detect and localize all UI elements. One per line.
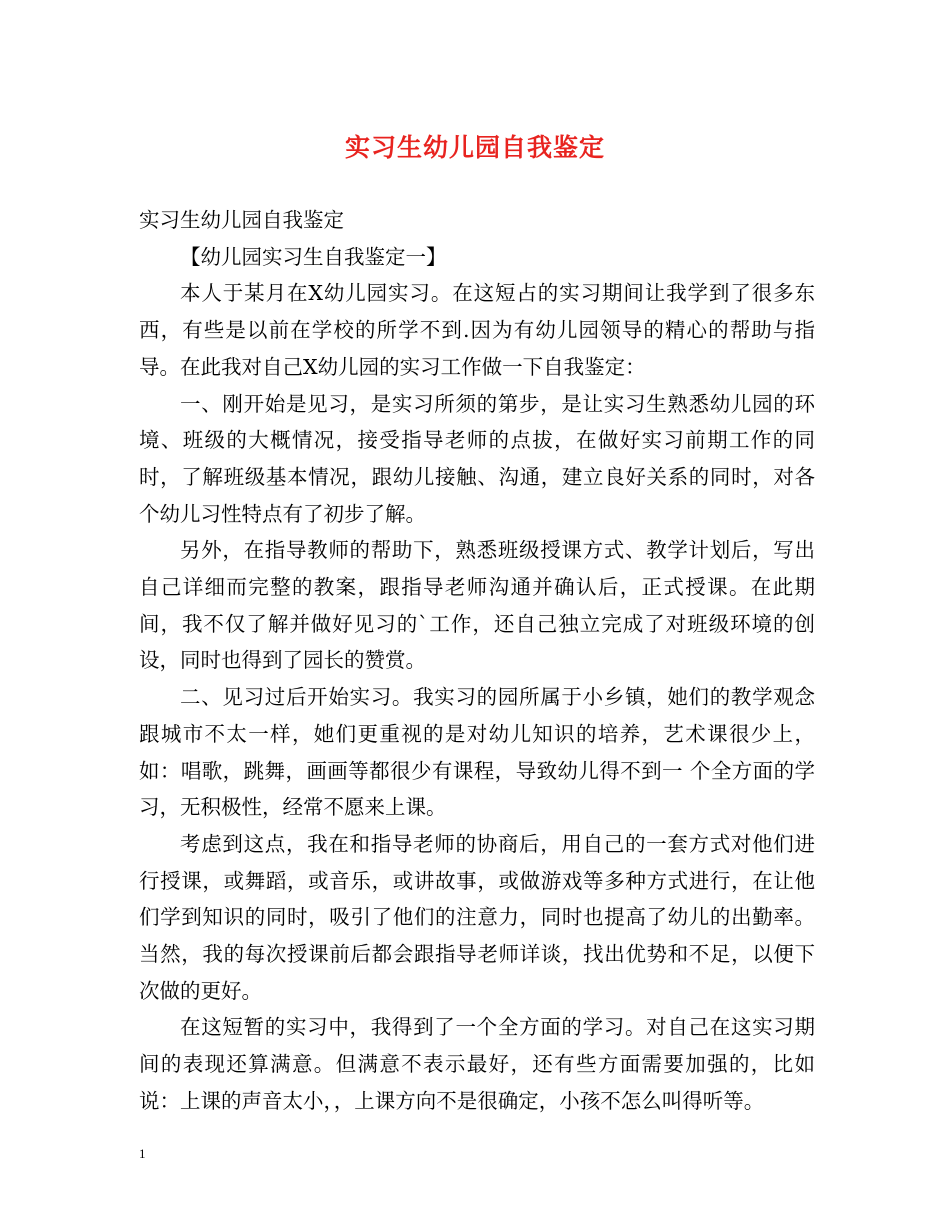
paragraph: 在这短暂的实习中，我得到了一个全方面的学习。对自己在这实习期间的表现还算满意。但满意不表示最好，还有些方面需要加强的，比如说：上课的声音太小，，上课方向不是很确定，小孩不怎么叫得听等。 [139, 1015, 815, 1113]
paragraph: 一、刚开始是见习，是实习所须的第步，是让实习生熟悉幼儿园的环境、班级的大概情况，接受指导老师的点拔，在做好实习前期工作的同时，了解班级基本情况，跟幼儿接触、沟通，建立良好关系的同时，对各个幼儿习性特点有了初步了解。 [139, 391, 815, 526]
paragraph: 二、见习过后开始实习。我实习的园所属于小乡镇，她们的教学观念跟城市不太一样，她们更重视的是对幼儿知识的培养，艺术课很少上，如：唱歌，跳舞，画画等都很少有课程，导致幼儿得不到一 个全方面的学习，无积极性，经常不愿来上课。 [139, 685, 815, 820]
paragraph: 另外，在指导教师的帮助下，熟悉班级授课方式、教学计划后，写出自己详细而完整的教案，跟指导老师沟通并确认后，正式授课。在此期间，我不仅了解并做好见习的`工作，还自己独立完成了对班级环境的创设，同时也得到了园长的赞赏。 [139, 538, 815, 673]
paragraph: 本人于某月在X幼儿园实习。在这短占的实习期间让我学到了很多东西，有些是以前在学校的所学不到.因为有幼儿园领导的精心的帮助与指导。在此我对自己X幼儿园的实习工作做一下自我鉴定： [139, 281, 815, 379]
document-body [139, 202, 815, 1120]
document-title: 实习生幼儿园自我鉴定 [344, 133, 605, 162]
section-heading: 【幼儿园实习生自我鉴定一】 [180, 244, 447, 269]
body-heading: 实习生幼儿园自我鉴定 [139, 208, 344, 232]
paragraph: 考虑到这点，我在和指导老师的协商后，用自己的一套方式对他们进行授课，或舞蹈，或音乐，或讲故事，或做游戏等多种方式进行，在让他们学到知识的同时，吸引了他们的注意力，同时也提高了幼儿的出勤率。当然，我的每次授课前后都会跟指导老师详谈，找出优势和不足，以便下次做的更好。 [139, 831, 815, 1003]
page-number: 1 [139, 1146, 146, 1161]
